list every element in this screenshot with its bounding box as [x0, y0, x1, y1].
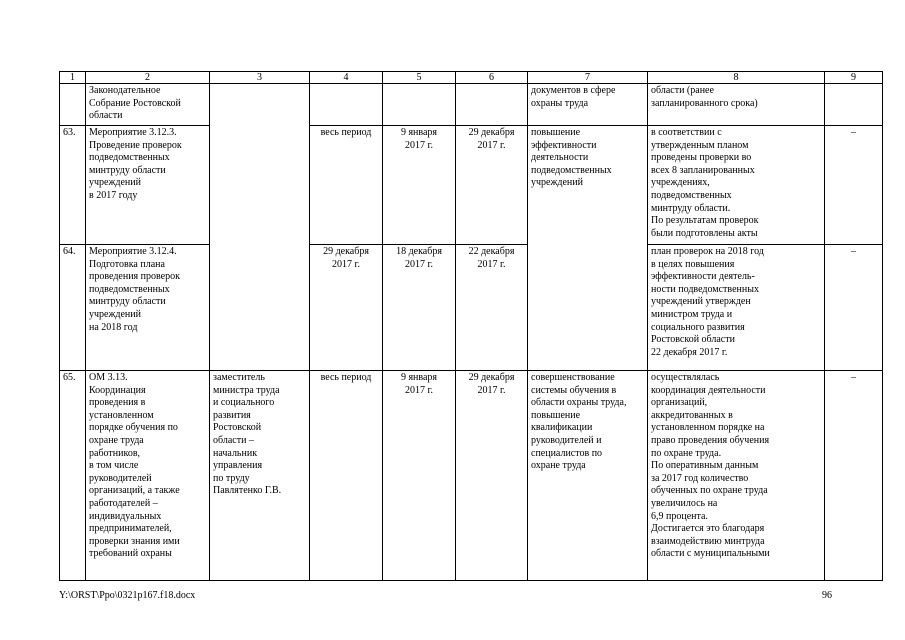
end-date	[456, 126, 528, 245]
executor-line: Ростовской	[213, 422, 262, 434]
actual-result-line: министром труда и	[651, 308, 733, 320]
actual-result-line: всех 8 запланированных	[651, 164, 755, 176]
actual-result	[648, 371, 825, 581]
measure-title-line: охране труда	[89, 434, 144, 446]
note: –	[825, 245, 883, 371]
start-date-line: 18 декабря	[396, 246, 442, 257]
measure-title	[86, 84, 210, 126]
end-date-line: 2017 г.	[477, 258, 506, 270]
executor-line: развития	[213, 409, 251, 421]
planned-result-line: повышение	[531, 409, 581, 421]
actual-result-line: аккредитованных в	[651, 409, 733, 421]
actual-result-line: области (ранее	[651, 85, 714, 96]
planned-result-line: деятельности	[531, 152, 589, 164]
measure-title-line: на 2018 год	[89, 321, 138, 333]
executor-line: заместитель	[213, 372, 265, 383]
period-line: весь период	[320, 127, 372, 138]
measure-title-line: Проведение проверок	[89, 139, 182, 151]
actual-result-line: области с муниципальными	[651, 548, 770, 560]
actual-result-line: в соответствии с	[651, 127, 722, 138]
planned-result-line: учреждений	[531, 177, 583, 189]
actual-result-line: установленном порядке на	[651, 422, 765, 434]
column-number: 7	[528, 72, 648, 84]
start-date-line: 9 января	[400, 127, 438, 138]
start-date-line: 2017 г.	[405, 139, 433, 151]
actual-result-line: ности подведомственных	[651, 283, 759, 295]
measure-title-line: Законодательное	[89, 85, 161, 96]
actual-result-line: за 2017 год количество	[651, 472, 749, 484]
executor	[210, 126, 310, 245]
measure-title-line: области	[89, 110, 123, 122]
end-date-line: 29 декабря	[468, 127, 515, 138]
measure-title-line: минтруду области	[89, 164, 166, 176]
measure-title-line: Мероприятие 3.12.3.	[89, 127, 177, 138]
measure-title-line: подведомственных	[89, 152, 170, 164]
executor-line: по труду	[213, 472, 250, 484]
executor-line: Павлятенко Г.В.	[213, 485, 282, 497]
actual-result-line: Достигается это благодаря	[651, 523, 765, 535]
actual-result-line: учреждений утвержден	[651, 296, 751, 308]
period-line: 29 декабря	[323, 246, 369, 257]
period	[310, 126, 383, 245]
column-number: 6	[456, 72, 528, 84]
executor-line: управления	[213, 460, 263, 472]
executor	[210, 84, 310, 126]
measure-title-line: Мероприятие 3.12.4.	[89, 246, 177, 257]
actual-result-line: утвержденным планом	[651, 139, 749, 151]
actual-result-line: эффективности деятель-	[651, 271, 755, 283]
measure-title-line: работодателей –	[89, 497, 158, 509]
period-line: весь период	[320, 372, 372, 383]
column-number-row	[60, 72, 883, 84]
measure-title-line: в 2017 году	[89, 189, 138, 201]
measure-title-line: подведомственных	[89, 283, 170, 295]
row-number: 64.	[60, 245, 86, 371]
planned-result	[528, 126, 648, 245]
end-date-line: 2017 г.	[477, 139, 506, 151]
file-path: Y:\ORST\Ppo\0321p167.f18.docx	[59, 590, 196, 601]
measure-title-line: Собрание Ростовской	[89, 97, 181, 109]
table-row	[60, 84, 883, 126]
actual-result-line: право проведения обучения	[651, 434, 770, 446]
planned-result-line: специалистов по	[531, 447, 603, 459]
actual-result-line: были подготовлены акты	[651, 227, 758, 239]
end-date-line: 2017 г.	[477, 384, 506, 396]
column-number: 9	[825, 72, 883, 84]
measure-title-line: ОМ 3.13.	[89, 372, 128, 383]
measure-title-line: Координация	[89, 384, 146, 396]
measure-title-line: требований охраны	[89, 548, 172, 560]
column-number: 4	[310, 72, 383, 84]
report-table	[59, 71, 883, 581]
measure-title-line: проверки знания ими	[89, 535, 180, 547]
measure-title-line: проведения в	[89, 397, 146, 409]
actual-result	[648, 126, 825, 245]
actual-result-line: социального развития	[651, 321, 745, 333]
measure-title	[86, 371, 210, 581]
row-number: 63.	[60, 126, 86, 245]
start-date-line: 9 января	[400, 372, 438, 383]
planned-result	[528, 371, 648, 581]
planned-result-line: системы обучения в	[531, 384, 617, 396]
table-row	[60, 245, 883, 371]
executor-line: области –	[213, 434, 254, 446]
end-date-line: 22 декабря	[468, 246, 515, 257]
note: –	[825, 126, 883, 245]
measure-title-line: индивидуальных	[89, 510, 162, 522]
actual-result-line: Ростовской области	[651, 334, 735, 346]
actual-result-line: учреждениях,	[651, 177, 710, 189]
start-date-line: 2017 г.	[405, 384, 433, 396]
row-number: 65.	[60, 371, 86, 581]
planned-result-line: документов в сфере	[531, 85, 616, 96]
end-date	[456, 245, 528, 371]
planned-result-line: повышение	[531, 127, 581, 138]
planned-result-line: руководителей и	[531, 434, 602, 446]
column-number: 8	[648, 72, 825, 84]
column-number: 2	[86, 72, 210, 84]
period	[310, 84, 383, 126]
end-date	[456, 371, 528, 581]
actual-result-line: 22 декабря 2017 г.	[651, 346, 728, 358]
actual-result-line: минтруду области.	[651, 202, 731, 214]
end-date	[456, 84, 528, 126]
executor-line: министра труда	[213, 384, 280, 396]
actual-result-line: обученных по охране труда	[651, 485, 768, 497]
actual-result	[648, 245, 825, 371]
measure-title-line: в том числе	[89, 460, 139, 472]
column-number: 3	[210, 72, 310, 84]
note: –	[825, 371, 883, 581]
period-line: 2017 г.	[332, 258, 360, 270]
executor-line: начальник	[213, 447, 258, 459]
planned-result-line: квалификации	[531, 422, 593, 434]
end-date-line: 29 декабря	[468, 372, 515, 383]
measure-title-line: установленном	[89, 409, 154, 421]
planned-result-line: охраны труда	[531, 97, 589, 109]
table-row	[60, 371, 883, 581]
actual-result-line: увеличилось на	[651, 497, 718, 509]
executor	[210, 245, 310, 371]
period	[310, 245, 383, 371]
page-number: 96	[822, 590, 832, 601]
measure-title	[86, 126, 210, 245]
start-date	[383, 245, 456, 371]
measure-title-line: порядке обучения по	[89, 422, 178, 434]
start-date	[383, 126, 456, 245]
actual-result-line: в целях повышения	[651, 258, 735, 270]
executor-line: и социального	[213, 397, 275, 409]
actual-result-line: организаций,	[651, 397, 708, 409]
start-date	[383, 84, 456, 126]
note	[825, 84, 883, 126]
actual-result-line: По оперативным данным	[651, 460, 759, 472]
actual-result-line: По результатам проверок	[651, 215, 759, 227]
actual-result-line: взаимодействию минтруда	[651, 535, 765, 547]
actual-result-line: план проверок на 2018 год	[651, 246, 764, 257]
measure-title-line: предпринимателей,	[89, 523, 172, 535]
actual-result-line: 6,9 процента.	[651, 510, 708, 522]
column-number: 1	[60, 72, 86, 84]
period	[310, 371, 383, 581]
measure-title-line: учреждений	[89, 177, 141, 189]
column-number: 5	[383, 72, 456, 84]
measure-title-line: организаций, а также	[89, 485, 180, 497]
measure-title	[86, 245, 210, 371]
start-date-line: 2017 г.	[405, 258, 433, 270]
actual-result-line: по охране труда.	[651, 447, 722, 459]
measure-title-line: работников,	[89, 447, 141, 459]
planned-result	[528, 245, 648, 371]
measure-title-line: Подготовка плана	[89, 258, 165, 270]
measure-title-line: учреждений	[89, 308, 141, 320]
planned-result-line: совершенствование	[531, 372, 615, 383]
measure-title-line: минтруду области	[89, 296, 166, 308]
actual-result-line: запланированного срока)	[651, 97, 758, 109]
actual-result-line: осуществлялась	[651, 372, 720, 383]
planned-result-line: области охраны труда,	[531, 397, 627, 409]
executor	[210, 371, 310, 581]
planned-result-line: охране труда	[531, 460, 586, 472]
actual-result-line: проведены проверки во	[651, 152, 752, 164]
planned-result-line: эффективности	[531, 139, 597, 151]
actual-result-line: координация деятельности	[651, 384, 766, 396]
row-number	[60, 84, 86, 126]
start-date	[383, 371, 456, 581]
table-row	[60, 126, 883, 245]
planned-result-line: подведомственных	[531, 164, 612, 176]
measure-title-line: проведения проверок	[89, 271, 180, 283]
measure-title-line: руководителей	[89, 472, 152, 484]
actual-result	[648, 84, 825, 126]
planned-result	[528, 84, 648, 126]
actual-result-line: подведомственных	[651, 189, 732, 201]
